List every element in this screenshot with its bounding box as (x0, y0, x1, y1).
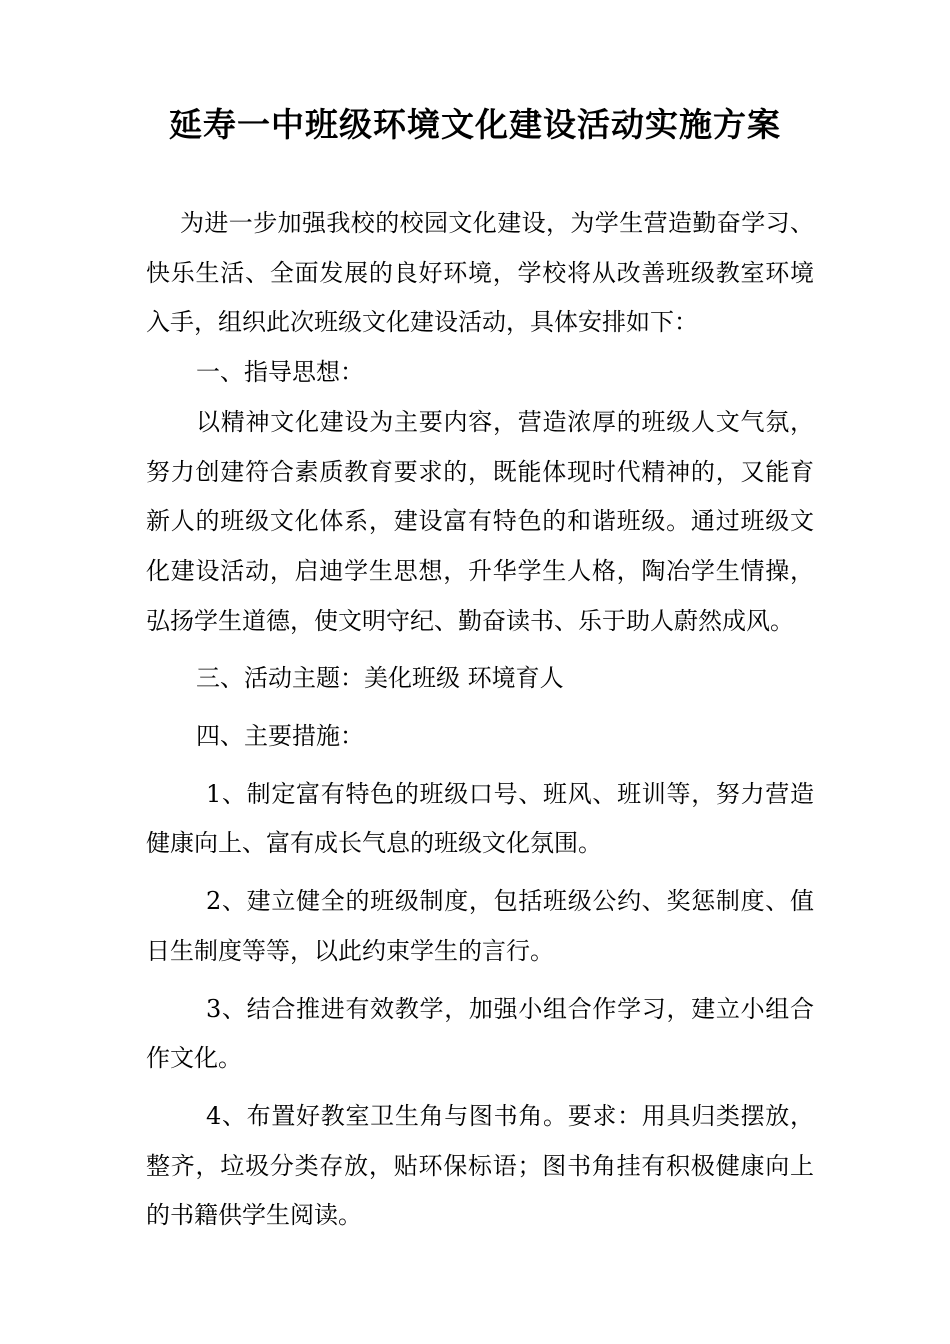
guiding-ideology-paragraph: 以精神文化建设为主要内容，营造浓厚的班级人文气氛，努力创建符合素质教育要求的，既能体现时代精神的，又能育新人的班级文化体系，建设富有特色的和谐班级。通过班级文化建设活动，启迪学生思想，升华学生人格，陶冶学生情操，弘扬学生道德，使文明守纪、勤奋读书、乐于助人蔚然成风。 (146, 407, 814, 635)
intro-paragraph: 为进一步加强我校的校园文化建设，为学生营造勤奋学习、快乐生活、全面发展的良好环境，学校将从改善班级教室环境入手，组织此次班级文化建设活动，具体安排如下： (146, 209, 814, 337)
section-heading-guiding-ideology: 一、指导思想： (196, 358, 364, 387)
measure-item-1: 1、制定富有特色的班级口号、班风、班训等，努力营造健康向上、富有成长气息的班级文化氛围。 (146, 779, 814, 858)
measure-item-4: 4、布置好教室卫生角与图书角。要求：用具归类摆放，整齐，垃圾分类存放，贴环保标语；图书角挂有积极健康向上的书籍供学生阅读。 (146, 1101, 814, 1230)
section-heading-activity-theme: 三、活动主题：美化班级 环境育人 (196, 664, 564, 693)
measure-item-2: 2、建立健全的班级制度，包括班级公约、奖惩制度、值日生制度等等，以此约束学生的言行。 (146, 887, 814, 965)
measure-item-3: 3、结合推进有效教学，加强小组合作学习，建立小组合作文化。 (146, 994, 814, 1073)
document-body (146, 199, 814, 1241)
document-title: 延寿一中班级环境文化建设活动实施方案 (169, 105, 781, 144)
section-heading-main-measures: 四、主要措施： (196, 722, 364, 751)
